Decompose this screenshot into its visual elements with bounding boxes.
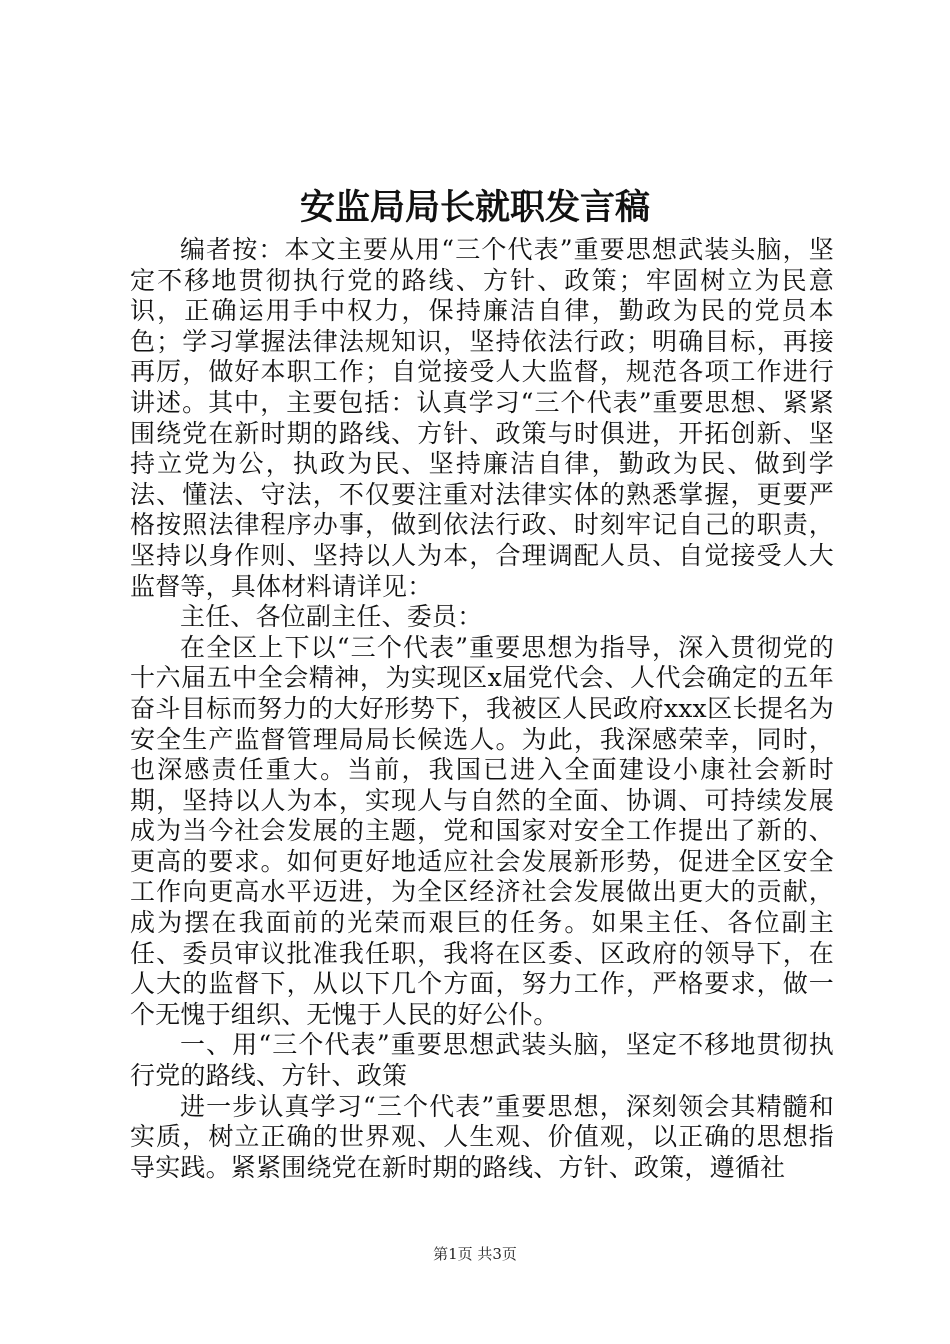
page-number-footer: 第1页 共3页 xyxy=(433,1245,517,1263)
salutation-paragraph: 主任、各位副主任、委员： xyxy=(180,602,483,632)
editor-note-paragraph: 编者按：本文主要从用“三个代表”重要思想武装头脑，坚定不移地贯彻执行党的路线、方针、政策；牢固树立为民意识，正确运用手中权力，保持廉洁自律，勤政为民的党员本色；学习掌握法律法规知识，坚持依法行政；明确目标，再接再厉，做好本职工作；自觉接受人大监督，规范各项工作进行讲述。其中，主要包括：认真学习“三个代表”重要思想、紧紧围绕党在新时期的路线、方针、政策与时俱进，开拓创新、坚持立党为公，执政为民、坚持廉洁自律，勤政为民、做到学法、懂法、守法，不仅要注重对法律实体的熟悉掌握，更要严格按照法律程序办事，做到依法行政、时刻牢记自己的职责，坚持以身作则、坚持以人为本，合理调配人员、自觉接受人大监督等，具体材料请详见： xyxy=(130,235,834,601)
intro-paragraph: 在全区上下以“三个代表”重要思想为指导，深入贯彻党的十六届五中全会精神，为实现区x届党代会、人代会确定的五年奋斗目标而努力的大好形势下，我被区人民政府xxx区长提名为安全生产监督管理局局长候选人。为此，我深感荣幸，同时，也深感责任重大。当前，我国已进入全面建设小康社会新时期，坚持以人为本，实现人与自然的全面、协调、可持续发展成为当今社会发展的主题，党和国家对安全工作提出了新的、更高的要求。如何更好地适应社会发展新形势，促进全区安全工作向更高水平迈进，为全区经济社会发展做出更大的贡献，成为摆在我面前的光荣而艰巨的任务。如果主任、各位副主任、委员审议批准我任职，我将在区委、区政府的领导下，在人大的监督下，从以下几个方面，努力工作，严格要求，做一个无愧于组织、无愧于人民的好公仆。 xyxy=(130,632,834,1029)
document-title: 安监局局长就职发言稿 xyxy=(299,187,650,228)
section-heading-1: 一、用“三个代表”重要思想武装头脑，坚定不移地贯彻执行党的路线、方针、政策 xyxy=(130,1030,834,1091)
section-1-paragraph: 进一步认真学习“三个代表”重要思想，深刻领会其精髓和实质，树立正确的世界观、人生观、价值观，以正确的思想指导实践。紧紧围绕党在新时期的路线、方针、政策，遵循社 xyxy=(130,1091,834,1182)
document-body xyxy=(130,235,834,1183)
